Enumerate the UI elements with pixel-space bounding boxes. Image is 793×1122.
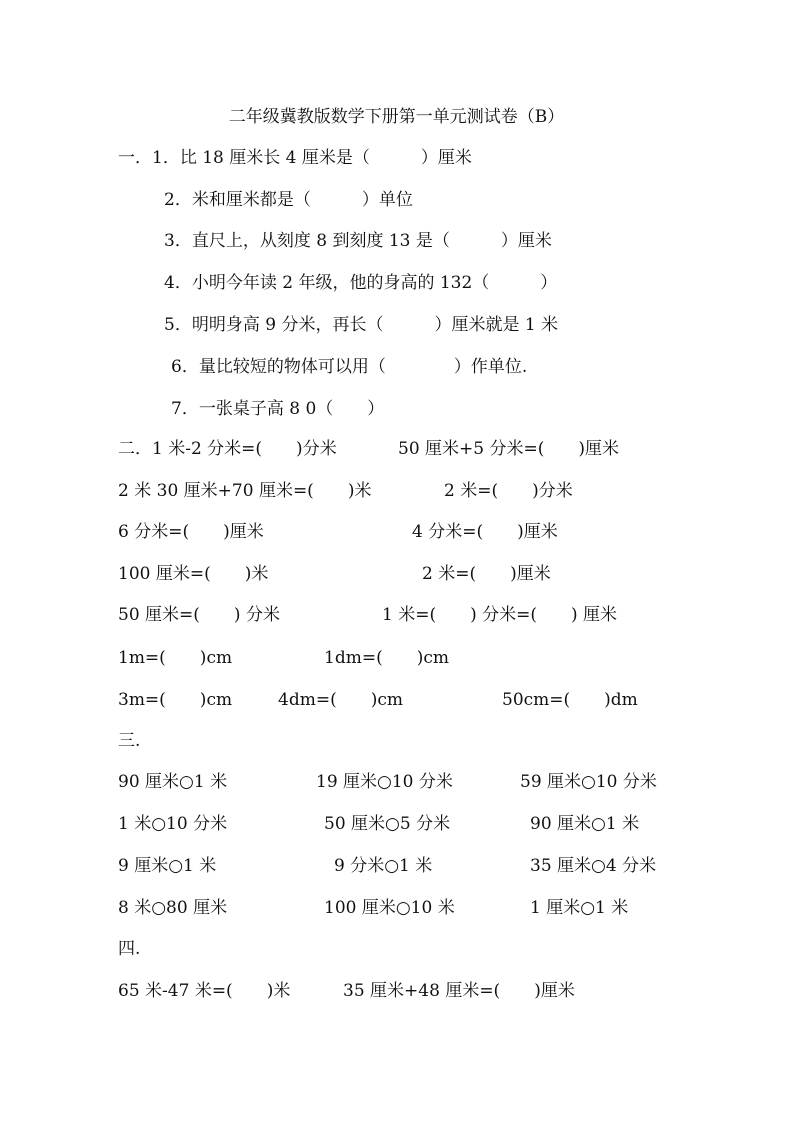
question-1-2: 2．米和厘米都是（ ）单位 [164, 190, 413, 210]
conversion-3b: 4 分米=( )厘米 [412, 522, 558, 542]
compare-4b: 100 厘米○10 米 [324, 898, 455, 918]
compare-2c: 90 厘米○1 米 [530, 814, 640, 834]
question-1-4: 4．小明今年读 2 年级，他的身高的 132（ ） [164, 273, 558, 293]
conversion-5a: 50 厘米=( ) 分米 [118, 605, 280, 625]
conversion-2a: 2 米 30 厘米+70 厘米=( )米 [118, 481, 372, 501]
compare-1b: 19 厘米○10 分米 [316, 772, 453, 792]
question-1-1: 一．1．比 18 厘米长 4 厘米是（ ）厘米 [118, 148, 472, 168]
conversion-4b: 2 米=( )厘米 [422, 564, 551, 584]
compare-4a: 8 米○80 厘米 [118, 898, 228, 918]
compare-2a: 1 米○10 分米 [118, 814, 228, 834]
compare-3b: 9 分米○1 米 [334, 856, 433, 876]
section-4-label: 四. [118, 939, 141, 959]
compare-1c: 59 厘米○10 分米 [520, 772, 657, 792]
question-1-7: 7．一张桌子高 8 0（ ） [171, 399, 385, 419]
compare-2b: 50 厘米○5 分米 [324, 814, 451, 834]
conversion-6b: 1dm=( )cm [324, 648, 449, 668]
conversion-4a: 100 厘米=( )米 [118, 564, 269, 584]
calc-1b: 35 厘米+48 厘米=( )厘米 [343, 981, 575, 1001]
section-3-label: 三. [118, 731, 141, 751]
question-1-3: 3．直尺上，从刻度 8 到刻度 13 是（ ）厘米 [164, 231, 552, 251]
conversion-2b: 2 米=( )分米 [444, 481, 573, 501]
conversion-7c: 50cm=( )dm [502, 690, 638, 710]
compare-3c: 35 厘米○4 分米 [530, 856, 657, 876]
conversion-7b: 4dm=( )cm [278, 690, 403, 710]
compare-3a: 9 厘米○1 米 [118, 856, 217, 876]
page-title: 二年级冀教版数学下册第一单元测试卷（B） [228, 107, 565, 127]
conversion-6a: 1m=( )cm [118, 648, 233, 668]
conversion-1a: 二．1 米-2 分米=( )分米 [118, 439, 337, 459]
conversion-5b: 1 米=( ) 分米=( ) 厘米 [382, 605, 618, 625]
conversion-7a: 3m=( )cm [118, 690, 233, 710]
compare-4c: 1 厘米○1 米 [530, 898, 629, 918]
question-1-5: 5．明明身高 9 分米，再长（ ）厘米就是 1 米 [164, 315, 559, 335]
calc-1a: 65 米-47 米=( )米 [118, 981, 291, 1001]
compare-1a: 90 厘米○1 米 [118, 772, 228, 792]
conversion-1b: 50 厘米+5 分米=( )厘米 [398, 439, 620, 459]
question-1-6: 6．量比较短的物体可以用（ ）作单位. [171, 357, 528, 377]
conversion-3a: 6 分米=( )厘米 [118, 522, 264, 542]
